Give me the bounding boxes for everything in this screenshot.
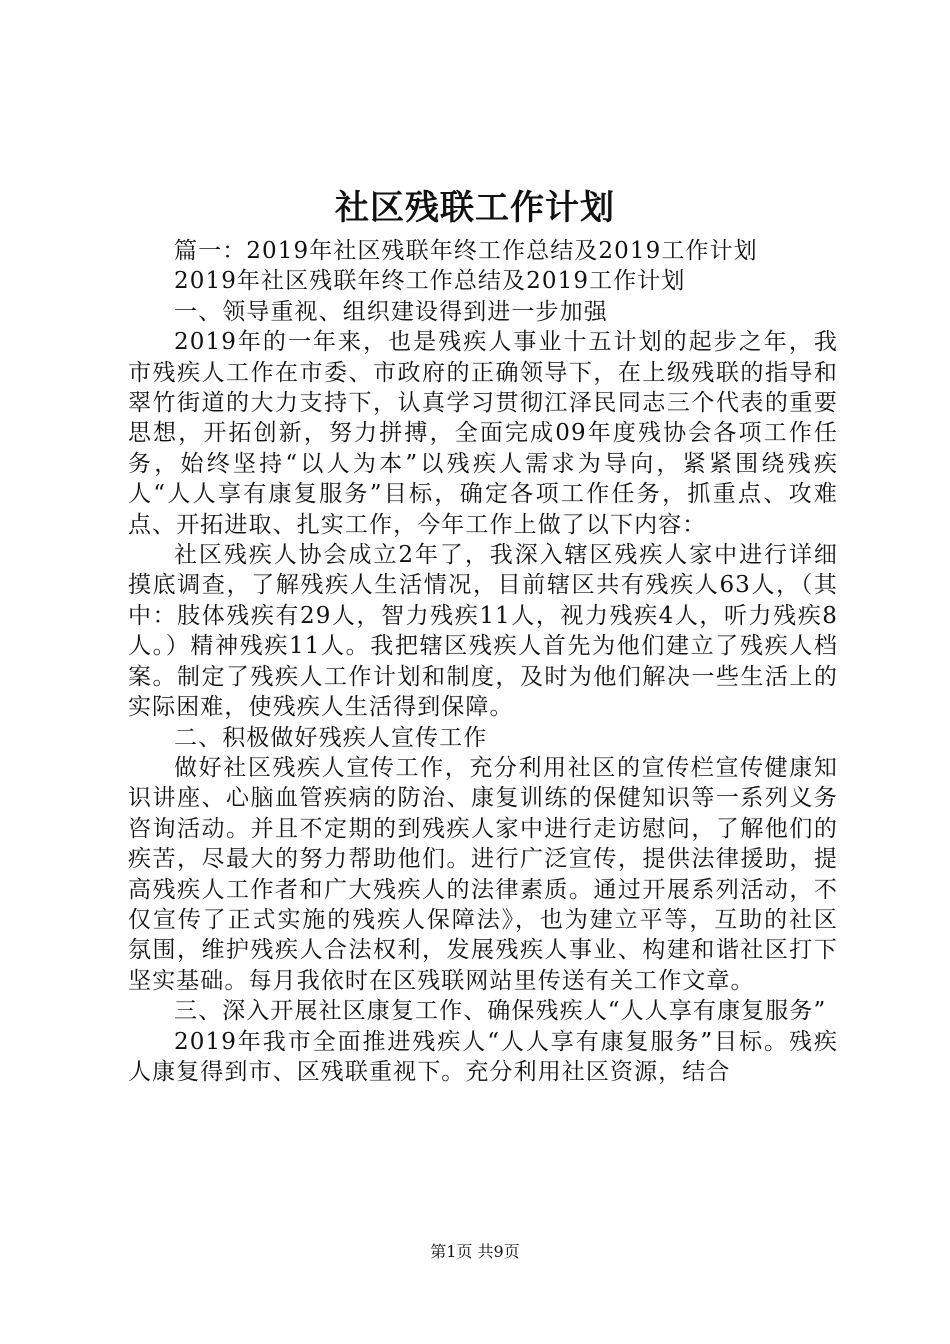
paragraph: 2019年的一年来，也是残疾人事业十五计划的起步之年，我市残疾人工作在市委、市政府的正确领导下，在上级残联的指导和翠竹街道的大力支持下，认真学习贯彻江泽民同志三个代表的重要思想，开拓创新，努力拼搏，全面完成09年度残协会各项工作任务，始终坚持“以人为本”以残疾人需求为导向，紧紧围绕残疾人“人人享有康复服务”目标，确定各项工作任务，抓重点、攻难点、开拓进取、扎实工作，今年工作上做了以下内容： xyxy=(128,329,838,538)
paragraph: 2019年我市全面推进残疾人“人人享有康复服务”目标。残疾人康复得到市、区残联重视下。充分利用社区资源，结合 xyxy=(128,1028,838,1085)
section-heading-3: 三、深入开展社区康复工作、确保残疾人“人人享有康复服务” xyxy=(174,998,827,1025)
section-heading-1: 一、领导重视、组织建设得到进一步加强 xyxy=(174,298,608,325)
document-title: 社区残联工作计划 xyxy=(335,188,615,228)
page-number-footer: 第1页 共9页 xyxy=(430,1242,520,1261)
paragraph: 社区残疾人协会成立2年了，我深入辖区残疾人家中进行详细摸底调查，了解残疾人生活情况，目前辖区共有残疾人63人，（其中：肢体残疾有29人，智力残疾11人，视力残疾4人，听力残疾8人。）精神残疾11人。我把辖区残疾人首先为他们建立了残疾人档案。制定了残疾人工作计划和制度，及时为他们解决一些生活上的实际困难，使残疾人生活得到保障。 xyxy=(128,542,838,721)
paragraph-subtitle: 2019年社区残联年终工作总结及2019工作计划 xyxy=(174,268,686,295)
section-heading-2: 二、积极做好残疾人宣传工作 xyxy=(174,724,488,751)
paragraph-article-heading: 篇一：2019年社区残联年终工作总结及2019工作计划 xyxy=(174,238,758,264)
document-body xyxy=(128,236,838,1087)
paragraph: 做好社区残疾人宣传工作，充分利用社区的宣传栏宣传健康知识讲座、心脑血管疾病的防治、康复训练的保健知识等一系列义务咨询活动。并且不定期的到残疾人家中进行走访慰问，了解他们的疾苦，尽最大的努力帮助他们。进行广泛宣传，提供法律援助，提高残疾人工作者和广大残疾人的法律素质。通过开展系列活动，不仅宣传了正式实施的残疾人保障法》，也为建立平等，互助的社区氛围，维护残疾人合法权利，发展残疾人事业、构建和谐社区打下坚实基础。每月我依时在区残联网站里传送有关工作文章。 xyxy=(128,754,838,994)
